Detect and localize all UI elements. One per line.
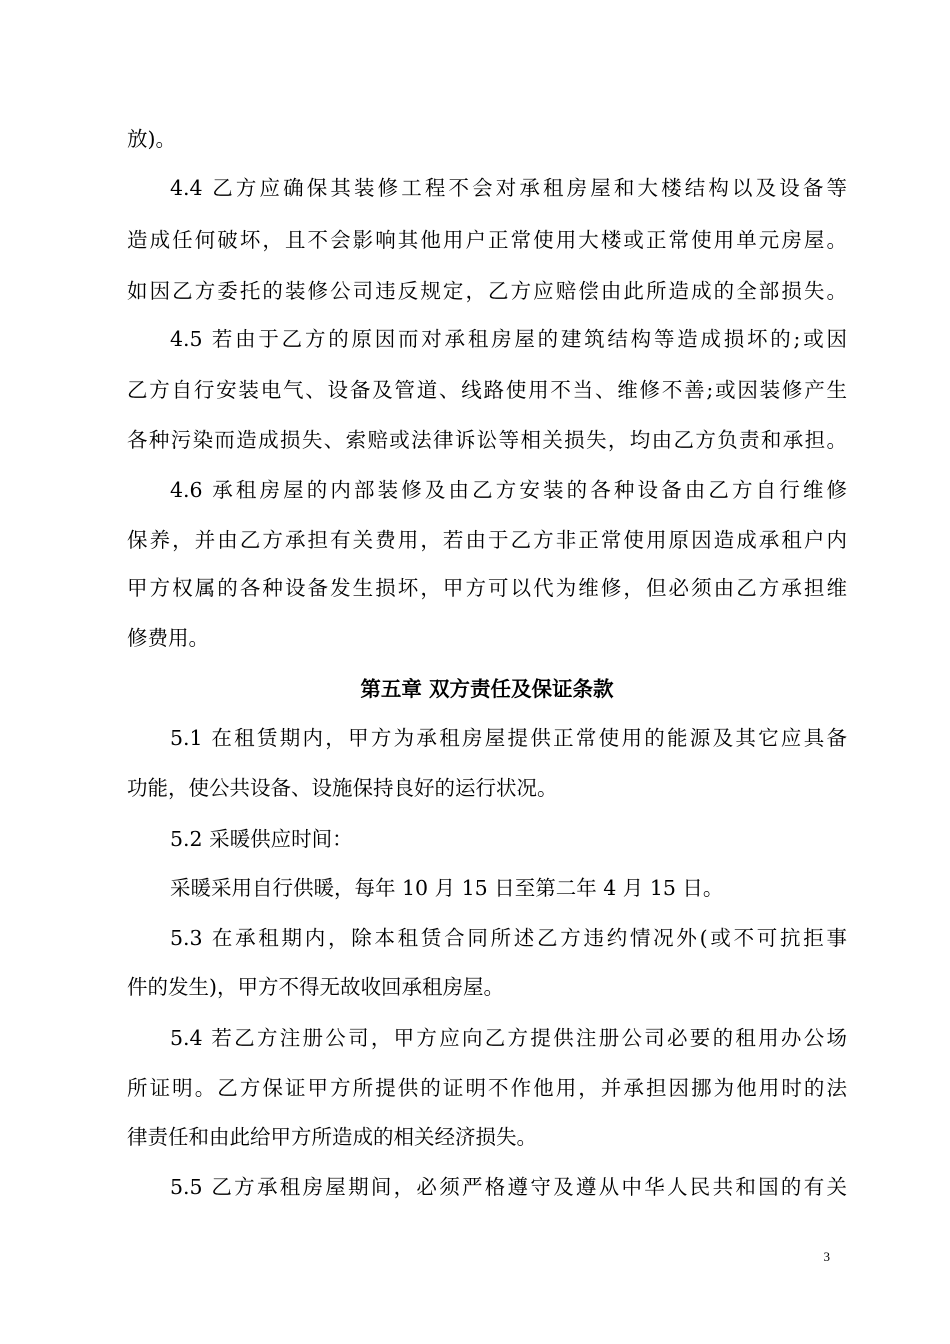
- paragraph-line: 5.1 在租赁期内，甲方为承租房屋提供正常使用的能源及其它应具备: [170, 726, 847, 750]
- paragraph-line: 乙方自行安装电气、设备及管道、线路使用不当、维修不善;或因装修产生: [127, 378, 847, 402]
- paragraph-line: 放)。: [127, 127, 176, 151]
- paragraph-line: 修费用。: [127, 626, 209, 650]
- paragraph-line: 5.3 在承租期内，除本租赁合同所述乙方违约情况外(或不可抗拒事: [170, 926, 847, 950]
- paragraph-line: 5.4 若乙方注册公司，甲方应向乙方提供注册公司必要的租用办公场: [170, 1026, 847, 1050]
- paragraph-line: 件的发生)，甲方不得无故收回承租房屋。: [127, 975, 504, 999]
- paragraph-line: 功能，使公共设备、设施保持良好的运行状况。: [127, 776, 558, 800]
- paragraph-line: 4.4 乙方应确保其装修工程不会对承租房屋和大楼结构以及设备等: [170, 176, 847, 200]
- paragraph-line: 甲方权属的各种设备发生损坏，甲方可以代为维修，但必须由乙方承担维: [127, 576, 847, 600]
- paragraph-line: 所证明。乙方保证甲方所提供的证明不作他用，并承担因挪为他用时的法: [127, 1076, 847, 1100]
- paragraph-line: 5.2 采暖供应时间：: [170, 827, 353, 851]
- paragraph-line: 律责任和由此给甲方所造成的相关经济损失。: [127, 1125, 537, 1149]
- paragraph-line: 各种污染而造成损失、索赔或法律诉讼等相关损失，均由乙方负责和承担。: [127, 428, 847, 452]
- paragraph-line: 造成任何破坏，且不会影响其他用户正常使用大楼或正常使用单元房屋。: [127, 228, 847, 252]
- paragraph-line: 4.6 承租房屋的内部装修及由乙方安装的各种设备由乙方自行维修: [170, 478, 847, 502]
- paragraph-line: 4.5 若由于乙方的原因而对承租房屋的建筑结构等造成损坏的;或因: [170, 327, 847, 351]
- chapter-heading: 第五章 双方责任及保证条款: [360, 677, 614, 701]
- paragraph-line: 5.5 乙方承租房屋期间，必须严格遵守及遵从中华人民共和国的有关: [170, 1175, 847, 1199]
- page-number: 3: [823, 1249, 830, 1264]
- paragraph-line: 如因乙方委托的装修公司违反规定，乙方应赔偿由此所造成的全部损失。: [127, 279, 847, 303]
- paragraph-line: 保养，并由乙方承担有关费用，若由于乙方非正常使用原因造成承租户内: [127, 528, 847, 552]
- paragraph-line: 采暖采用自行供暖，每年 10 月 15 日至第二年 4 月 15 日。: [170, 876, 724, 900]
